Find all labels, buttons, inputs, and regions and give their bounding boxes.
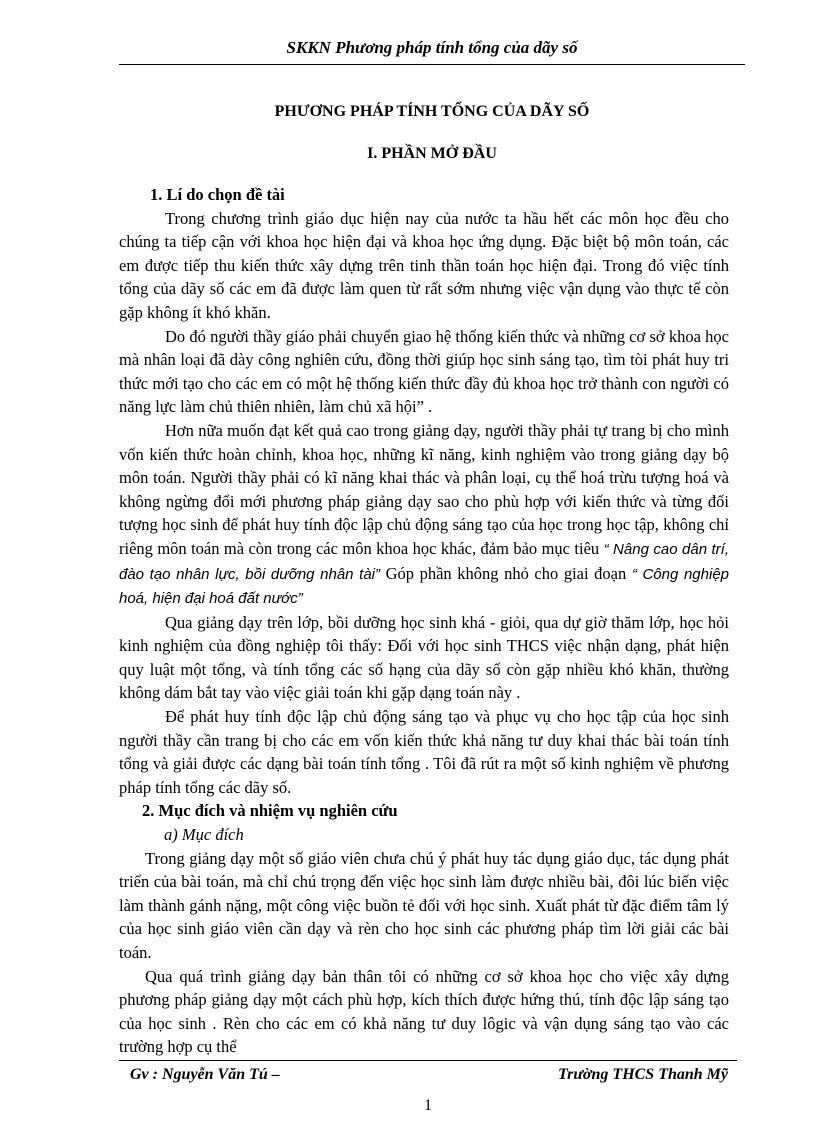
paragraph-text: Hơn nữa muốn đạt kết quả cao trong giảng dạy, người thầy phải tự trang bị cho mình vốn kiến thức hoàn chỉnh, khoa học, những kĩ năng, kinh nghiệm vào trong giảng dạy bộ môn toán. Người thầy phải có kĩ năng khai thác và phân loại, cụ thể hoá trừu tượng hoá và không ngừng đổi mới phương pháp giảng dạy sao cho phù hợp với kiến thức và từng đối tượng học sinh để phát huy tính độc lập chủ động sáng tạo của học trong học tập, không chỉ riêng môn toán mà còn trong các môn khoa học khác, đảm bảo mục tiêu [119, 420, 729, 558]
subheading-purpose: a) Mục đích [164, 825, 244, 845]
paragraph: Trong chương trình giáo dục hiện nay của nước ta hầu hết các môn học đều cho chúng ta tiếp cận với khoa học hiện đại và khoa học ứng dụng. Đặc biệt bộ môn toán, các em được tiếp thu kiến thức xây dựng trên tinh thần toán học hiện đại. Trong đó việc tính tổng của dãy số các em đã được làm quen từ rất sớm nhưng việc vận dụng vào thực tế còn gặp không ít khó khăn. [119, 208, 729, 322]
paragraph: Trong giảng dạy một số giáo viên chưa chú ý phát huy tác dụng giáo dục, tác dụng phát triển của bài toán, mà chỉ chú trọng đến việc học sinh làm được nhiều bài, đôi lúc biến việc làm thành gánh nặng, một công việc buồn tẻ đối với học sinh. Xuất phát từ đặc điểm tâm lý của học sinh giáo viên cần dạy và rèn cho học sinh các phương pháp tìm lời giải các bài toán. [119, 848, 729, 962]
paragraph: Qua giảng dạy trên lớp, bồi dưỡng học sinh khá - giỏi, qua dự giờ thăm lớp, học hỏi kinh nghiệm của đồng nghiệp tôi thấy: Đối với học sinh THCS việc nhận dạng, phát hiện quy luật một tổng, và tính tổng các số hạng của dãy số còn gặp nhiều khó khăn, thường không dám bắt tay vào việc giải toán khi gặp dạng toán này . [119, 612, 729, 703]
footer-school: Trường THCS Thanh Mỹ [557, 1066, 728, 1083]
header-rule [119, 64, 745, 65]
quote: “ Nâng cao dân trí, đào tạo nhân lực, bồi dưỡng nhân tài” [119, 540, 730, 583]
page-number: 1 [424, 1097, 432, 1114]
section-title: I. PHẦN MỞ ĐẦU [367, 145, 497, 162]
footer-author: Gv : Nguyễn Văn Tú – [130, 1066, 280, 1083]
running-header: SKKN Phương pháp tính tổng của dãy số [286, 38, 578, 57]
heading-purpose: 2. Mục đích và nhiệm vụ nghiên cứu [142, 801, 398, 821]
paragraph [119, 419, 729, 611]
document-body [119, 183, 729, 1059]
paragraph: Để phát huy tính độc lập chủ động sáng tạo và phục vụ cho học tập của học sinh người thầy cần trang bị cho các em vốn kiến thức khả năng tư duy khai thác bài toán tính tổng và giải được các dạng bài toán tính tổng . Tôi đã rút ra một số kinh nghiệm về phương pháp tính tổng các dãy số. [119, 707, 729, 797]
quote: “ Công nghiệp hoá, hiện đại hoá đất nước” [119, 565, 730, 608]
heading-reason: 1. Lí do chọn đề tài [150, 185, 285, 204]
paragraph: Do đó người thầy giáo phải chuyển giao hệ thống kiến thức và những cơ sở khoa học mà nhân loại đã dày công nghiên cứu, đồng thời giúp học sinh sáng tạo, tìm tòi phát huy tri thức mới tạo cho các em có một hệ thống kiến thức đầy đủ khoa học trở thành con người có năng lực làm chủ thiên nhiên, làm chủ xã hội” . [119, 326, 729, 417]
paragraph: Qua quá trình giảng dạy bản thân tôi có những cơ sở khoa học cho việc xây dựng phương pháp giảng dạy một cách phù hợp, kích thích được hứng thú, tính độc lập sáng tạo của học sinh . Rèn cho các em có khả năng tư duy lôgic và vận dụng sáng tạo vào các trường hợp cụ thể [119, 966, 729, 1057]
document-title: PHƯƠNG PHÁP TÍNH TỔNG CỦA DÃY SỐ [274, 103, 590, 120]
footer-rule [119, 1060, 737, 1061]
paragraph-text: Góp phần không nhỏ cho giai đoạn [385, 563, 627, 583]
